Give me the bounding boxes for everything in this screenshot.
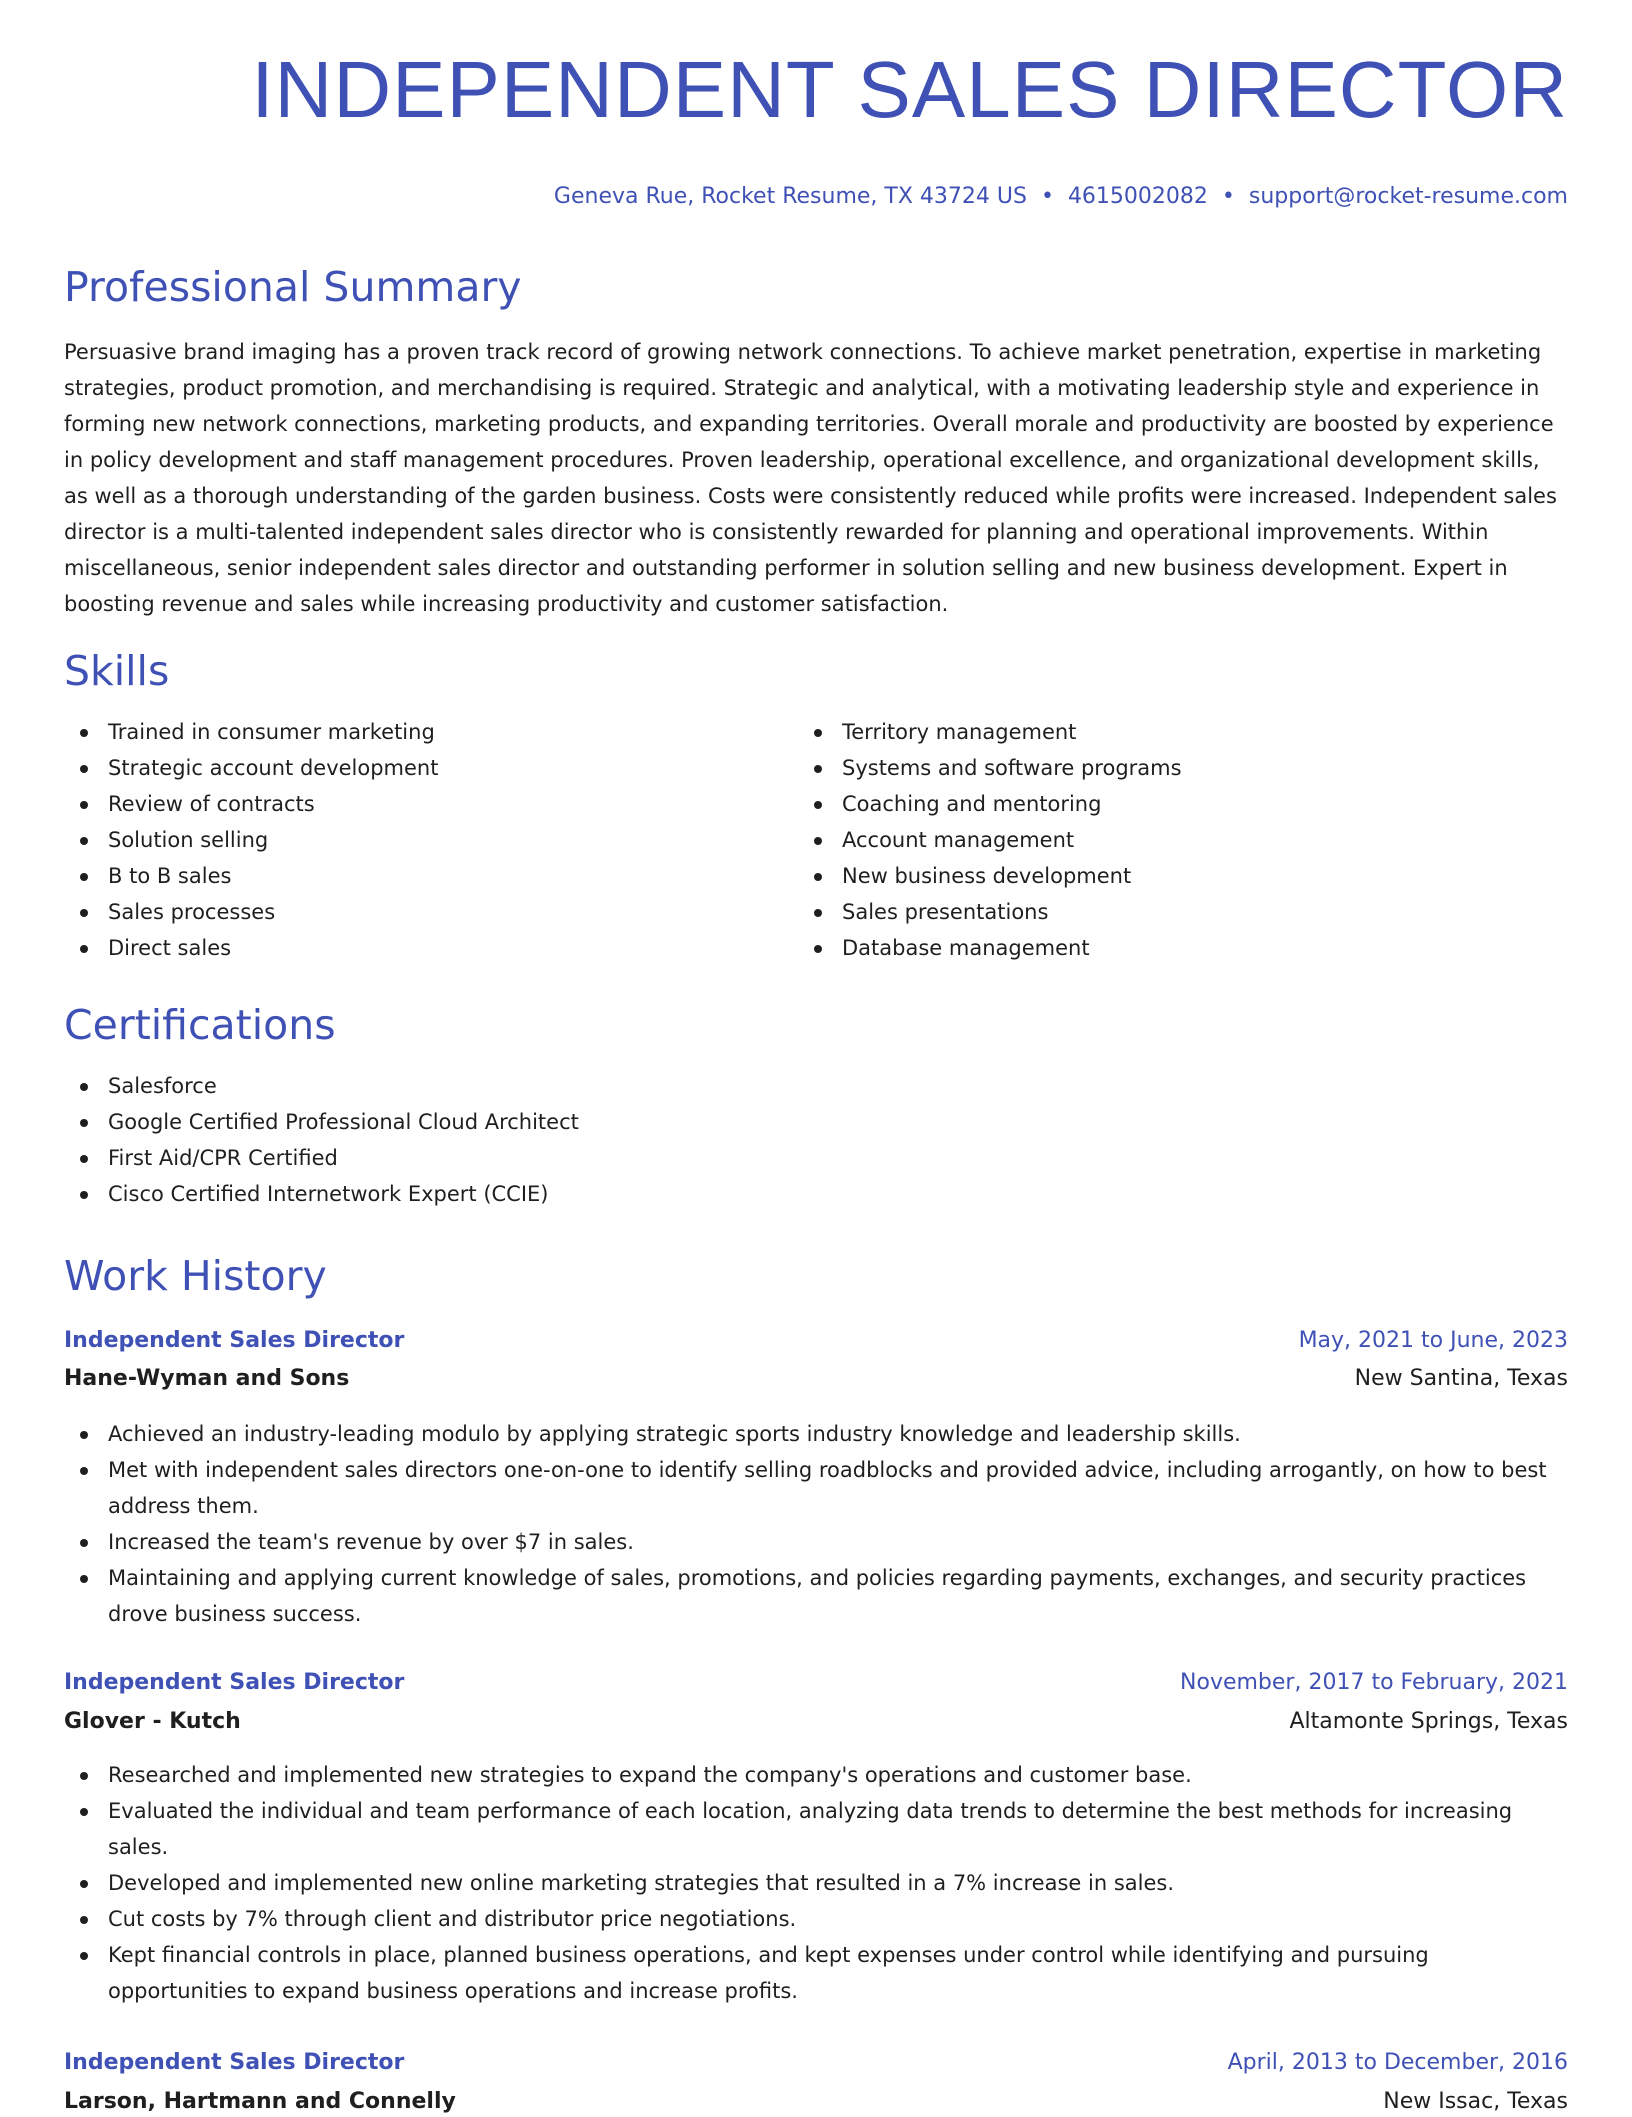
job-title: Independent Sales Director — [64, 2050, 405, 2075]
certification-item: Cisco Certified Internetwork Expert (CCIE) — [64, 1176, 1064, 1212]
job-bullet: Met with independent sales directors one-on-one to identify selling roadblocks and provided advice, including arrogantly, on how to best address them. — [64, 1452, 1568, 1524]
skill-item: Solution selling — [64, 822, 764, 858]
job-bullet: Achieved an industry-leading modulo by applying strategic sports industry knowledge and leadership skills. — [64, 1416, 1568, 1452]
skills-list-right — [798, 714, 1498, 966]
job-location: New Issac, Texas — [1383, 2089, 1568, 2114]
contact-email[interactable]: support@rocket-resume.com — [1248, 184, 1568, 209]
certification-item: First Aid/CPR Certified — [64, 1140, 1064, 1176]
skill-item: Sales presentations — [798, 894, 1498, 930]
summary-text: Persuasive brand imaging has a proven track record of growing network connections. To achieve market penetration, expertise in marketing strategies, product promotion, and merchandising is required. Strategic and analytical, with a motivating leadership style and experience in forming new network connections, marketing products, and expanding territories. Overall morale and productivity are boosted by experience in policy development and staff management procedures. Proven leadership, operational excellence, and organizational development skills, as well as a thorough understanding of the garden business. Costs were consistently reduced while profits were increased. Independent sales director is a multi-talented independent sales director who is consistently rewarded for planning and operational improvements. Within miscellaneous, senior independent sales director and outstanding performer in solution selling and new business development. Expert in boosting revenue and sales while increasing productivity and customer satisfaction. — [64, 340, 1557, 616]
contact-line — [554, 182, 1568, 212]
job-bullet: Maintaining and applying current knowledge of sales, promotions, and policies regarding payments, exchanges, and security practices drove business success. — [64, 1560, 1568, 1632]
job-title: Independent Sales Director — [64, 1670, 405, 1695]
skills-list-left — [64, 714, 764, 966]
skill-item: Direct sales — [64, 930, 764, 966]
job-bullet: Researched and implemented new strategies to expand the company's operations and customer base. — [64, 1757, 1568, 1793]
job-company: Hane-Wyman and Sons — [64, 1366, 350, 1391]
job-location: Altamonte Springs, Texas — [1289, 1709, 1568, 1734]
certifications-heading: Certifications — [64, 1001, 336, 1049]
job-bullet-list — [64, 1416, 1568, 1632]
certification-item: Salesforce — [64, 1068, 1064, 1104]
job-title: Independent Sales Director — [64, 1328, 405, 1353]
skill-item: Database management — [798, 930, 1498, 966]
summary-heading: Professional Summary — [64, 263, 522, 311]
skill-item: Review of contracts — [64, 786, 764, 822]
skill-item: Strategic account development — [64, 750, 764, 786]
skill-item: Coaching and mentoring — [798, 786, 1498, 822]
resume-name: INDEPENDENT SALES DIRECTOR — [251, 45, 1568, 134]
job-bullet: Evaluated the individual and team performance of each location, analyzing data trends to determine the best methods for increasing sales. — [64, 1793, 1568, 1865]
work-history-heading: Work History — [64, 1252, 327, 1300]
job-bullet-list — [64, 1757, 1568, 2009]
skill-item: Systems and software programs — [798, 750, 1498, 786]
job-dates: November, 2017 to February, 2021 — [1180, 1670, 1568, 1695]
skill-item: Sales processes — [64, 894, 764, 930]
contact-address: Geneva Rue, Rocket Resume, TX 43724 US — [553, 184, 1027, 209]
job-company: Larson, Hartmann and Connelly — [64, 2089, 456, 2114]
skill-item: New business development — [798, 858, 1498, 894]
skill-item: Trained in consumer marketing — [64, 714, 764, 750]
skill-item: Account management — [798, 822, 1498, 858]
certification-item: Google Certified Professional Cloud Architect — [64, 1104, 1064, 1140]
job-dates: May, 2021 to June, 2023 — [1298, 1328, 1568, 1353]
job-bullet: Kept financial controls in place, planned business operations, and kept expenses under control while identifying and pursuing opportunities to expand business operations and increase profits. — [64, 1937, 1568, 2009]
certifications-list — [64, 1068, 1064, 1212]
job-dates: April, 2013 to December, 2016 — [1227, 2050, 1568, 2075]
contact-phone: 4615002082 — [1067, 184, 1208, 209]
job-location: New Santina, Texas — [1354, 1366, 1568, 1391]
contact-separator: • — [1221, 184, 1235, 209]
skill-item: Territory management — [798, 714, 1498, 750]
job-bullet: Cut costs by 7% through client and distributor price negotiations. — [64, 1901, 1568, 1937]
contact-separator: • — [1040, 184, 1054, 209]
job-bullet: Developed and implemented new online marketing strategies that resulted in a 7% increase in sales. — [64, 1865, 1568, 1901]
job-company: Glover - Kutch — [64, 1709, 241, 1734]
job-bullet: Increased the team's revenue by over $7 in sales. — [64, 1524, 1568, 1560]
skill-item: B to B sales — [64, 858, 764, 894]
skills-heading: Skills — [64, 647, 170, 695]
